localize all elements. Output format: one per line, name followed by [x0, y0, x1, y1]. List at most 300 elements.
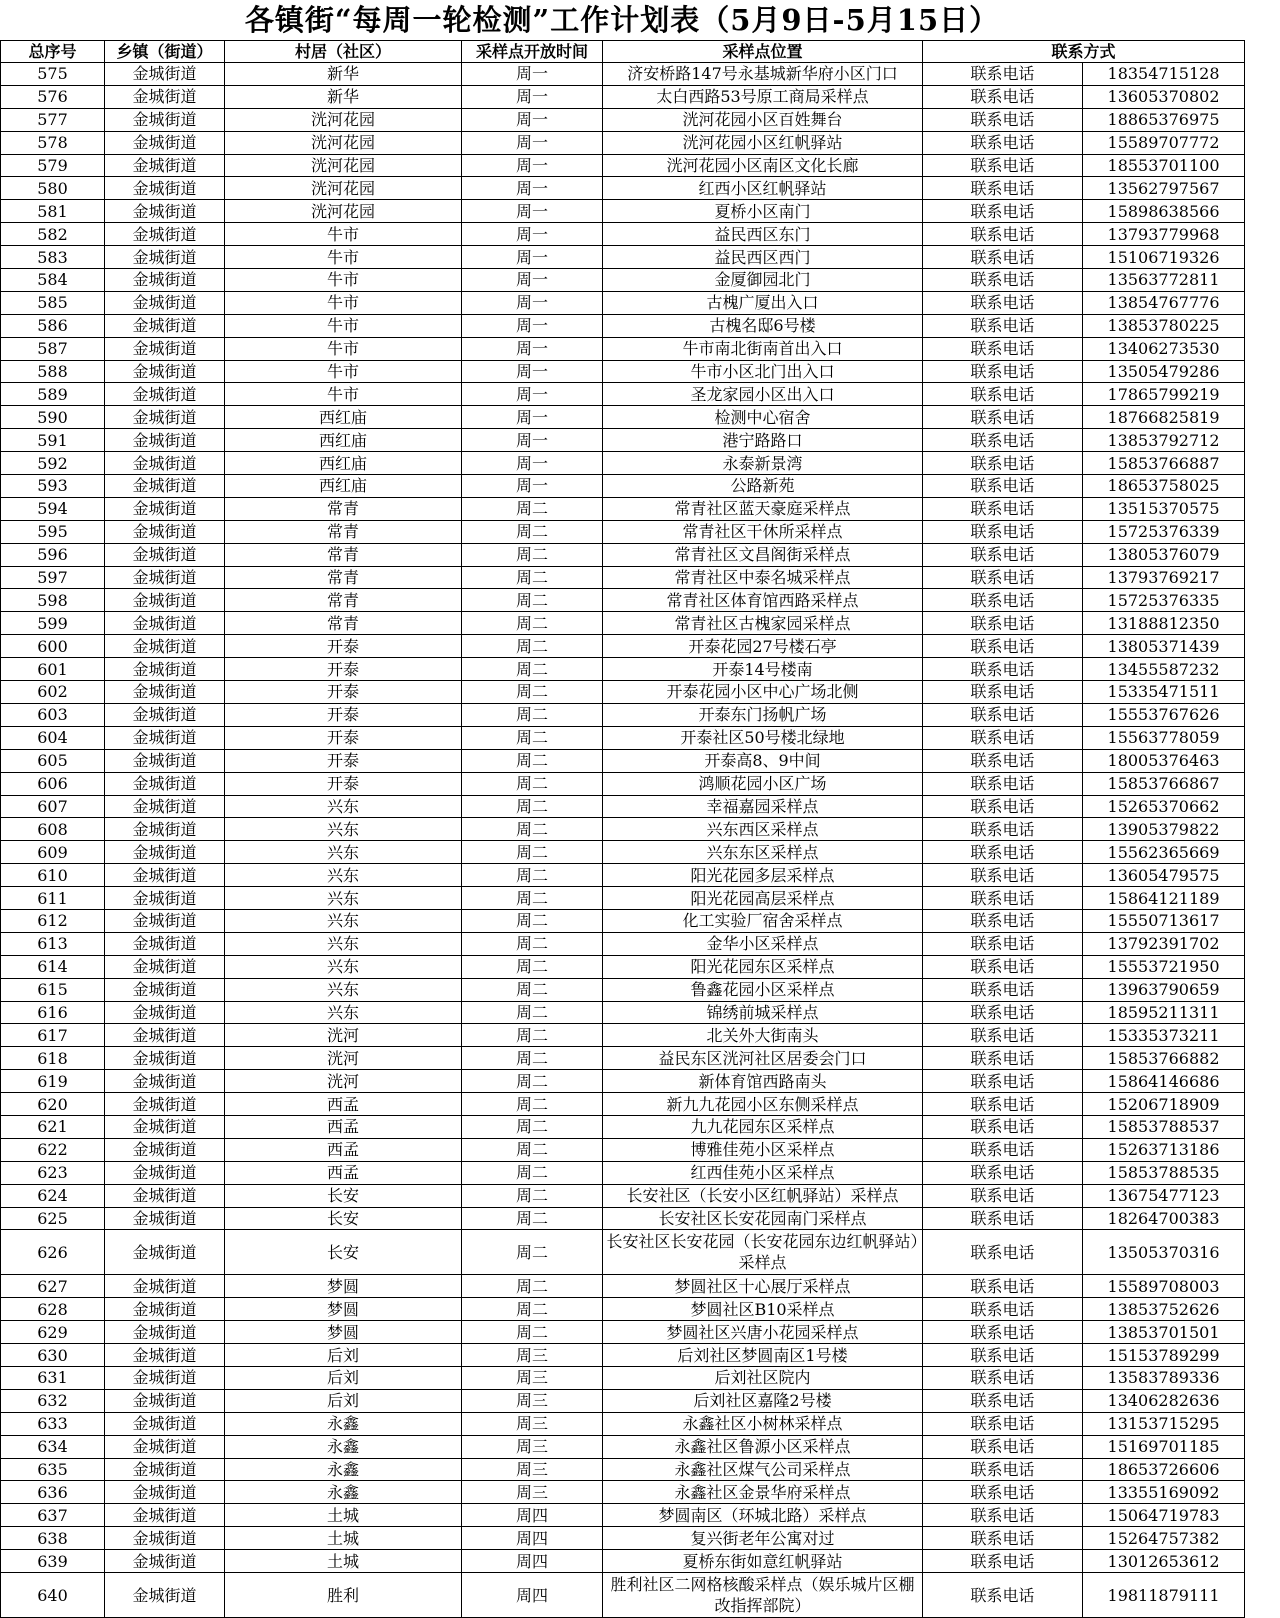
cell-index: 624	[1, 1184, 105, 1207]
cell-contact-label: 联系电话	[923, 726, 1083, 749]
cell-open-day: 周二	[462, 795, 603, 818]
table-row	[1, 1573, 1245, 1618]
cell-town: 金城街道	[105, 131, 225, 154]
cell-location: 洸河花园小区红帆驿站	[603, 131, 923, 154]
cell-phone: 13853792712	[1083, 429, 1245, 452]
cell-index: 595	[1, 520, 105, 543]
cell-open-day: 周三	[462, 1412, 603, 1435]
cell-town: 金城街道	[105, 932, 225, 955]
cell-contact-label: 联系电话	[923, 1573, 1083, 1618]
cell-open-day: 周二	[462, 543, 603, 566]
cell-open-day: 周一	[462, 337, 603, 360]
cell-index: 605	[1, 749, 105, 772]
cell-location: 博雅佳苑小区采样点	[603, 1138, 923, 1161]
cell-location: 阳光花园高层采样点	[603, 887, 923, 910]
cell-phone: 13355169092	[1083, 1481, 1245, 1504]
cell-index: 606	[1, 772, 105, 795]
cell-town: 金城街道	[105, 1412, 225, 1435]
cell-index: 628	[1, 1298, 105, 1321]
cell-contact-label: 联系电话	[923, 887, 1083, 910]
cell-open-day: 周三	[462, 1344, 603, 1367]
cell-community: 土城	[225, 1527, 462, 1550]
cell-open-day: 周一	[462, 154, 603, 177]
cell-town: 金城街道	[105, 566, 225, 589]
cell-open-day: 周二	[462, 1024, 603, 1047]
cell-town: 金城街道	[105, 1161, 225, 1184]
cell-contact-label: 联系电话	[923, 1024, 1083, 1047]
cell-contact-label: 联系电话	[923, 795, 1083, 818]
cell-location: 常青社区古槐家园采样点	[603, 612, 923, 635]
cell-phone: 13605370802	[1083, 85, 1245, 108]
cell-community: 长安	[225, 1207, 462, 1230]
cell-community: 永鑫	[225, 1481, 462, 1504]
cell-phone: 15169701185	[1083, 1435, 1245, 1458]
cell-community: 常青	[225, 520, 462, 543]
cell-town: 金城街道	[105, 909, 225, 932]
cell-open-day: 周二	[462, 978, 603, 1001]
cell-phone: 15853788537	[1083, 1115, 1245, 1138]
cell-community: 兴东	[225, 818, 462, 841]
cell-community: 洸河花园	[225, 200, 462, 223]
cell-contact-label: 联系电话	[923, 1093, 1083, 1116]
cell-town: 金城街道	[105, 1230, 225, 1275]
cell-phone: 15853766882	[1083, 1047, 1245, 1070]
cell-location: 益民西区西门	[603, 246, 923, 269]
cell-contact-label: 联系电话	[923, 246, 1083, 269]
cell-town: 金城街道	[105, 1024, 225, 1047]
cell-town: 金城街道	[105, 955, 225, 978]
table-row	[1, 909, 1245, 932]
cell-town: 金城街道	[105, 589, 225, 612]
cell-index: 576	[1, 85, 105, 108]
cell-contact-label: 联系电话	[923, 1047, 1083, 1070]
cell-town: 金城街道	[105, 1344, 225, 1367]
cell-town: 金城街道	[105, 1573, 225, 1618]
cell-location: 开泰花园小区中心广场北侧	[603, 681, 923, 704]
cell-phone: 18595211311	[1083, 1001, 1245, 1024]
cell-open-day: 周四	[462, 1527, 603, 1550]
cell-contact-label: 联系电话	[923, 703, 1083, 726]
cell-index: 589	[1, 383, 105, 406]
cell-contact-label: 联系电话	[923, 749, 1083, 772]
cell-community: 牛市	[225, 291, 462, 314]
cell-community: 牛市	[225, 314, 462, 337]
cell-index: 592	[1, 452, 105, 475]
schedule-table	[0, 40, 1245, 1618]
table-row	[1, 1389, 1245, 1412]
cell-phone: 15106719326	[1083, 246, 1245, 269]
cell-contact-label: 联系电话	[923, 85, 1083, 108]
cell-open-day: 周一	[462, 246, 603, 269]
cell-open-day: 周二	[462, 841, 603, 864]
cell-location: 永泰新景湾	[603, 452, 923, 475]
cell-index: 633	[1, 1412, 105, 1435]
cell-location: 益民东区洸河社区居委会门口	[603, 1047, 923, 1070]
cell-contact-label: 联系电话	[923, 589, 1083, 612]
cell-open-day: 周二	[462, 932, 603, 955]
cell-town: 金城街道	[105, 635, 225, 658]
cell-location: 红西小区红帆驿站	[603, 177, 923, 200]
cell-open-day: 周二	[462, 955, 603, 978]
cell-index: 603	[1, 703, 105, 726]
cell-open-day: 周二	[462, 909, 603, 932]
cell-town: 金城街道	[105, 1047, 225, 1070]
cell-index: 586	[1, 314, 105, 337]
cell-community: 西孟	[225, 1093, 462, 1116]
table-row	[1, 1070, 1245, 1093]
table-row	[1, 1435, 1245, 1458]
cell-contact-label: 联系电话	[923, 612, 1083, 635]
table-row	[1, 1093, 1245, 1116]
table-row	[1, 658, 1245, 681]
cell-location: 港宁路路口	[603, 429, 923, 452]
cell-community: 洸河花园	[225, 108, 462, 131]
table-row	[1, 1481, 1245, 1504]
cell-open-day: 周一	[462, 200, 603, 223]
cell-open-day: 周二	[462, 681, 603, 704]
cell-location: 常青社区体育馆西路采样点	[603, 589, 923, 612]
cell-town: 金城街道	[105, 223, 225, 246]
table-row	[1, 475, 1245, 498]
cell-phone: 19811879111	[1083, 1573, 1245, 1618]
cell-index: 607	[1, 795, 105, 818]
table-row	[1, 589, 1245, 612]
cell-phone: 15853766867	[1083, 772, 1245, 795]
cell-contact-label: 联系电话	[923, 63, 1083, 86]
cell-community: 兴东	[225, 909, 462, 932]
cell-index: 598	[1, 589, 105, 612]
cell-contact-label: 联系电话	[923, 772, 1083, 795]
cell-contact-label: 联系电话	[923, 475, 1083, 498]
cell-town: 金城街道	[105, 177, 225, 200]
table-row	[1, 1138, 1245, 1161]
cell-town: 金城街道	[105, 726, 225, 749]
cell-community: 土城	[225, 1550, 462, 1573]
table-row	[1, 63, 1245, 86]
cell-town: 金城街道	[105, 887, 225, 910]
cell-location: 鲁鑫花园小区采样点	[603, 978, 923, 1001]
cell-phone: 13675477123	[1083, 1184, 1245, 1207]
cell-contact-label: 联系电话	[923, 200, 1083, 223]
cell-location: 古槐名邸6号楼	[603, 314, 923, 337]
cell-town: 金城街道	[105, 818, 225, 841]
cell-phone: 15898638566	[1083, 200, 1245, 223]
cell-community: 洸河	[225, 1047, 462, 1070]
cell-town: 金城街道	[105, 337, 225, 360]
cell-open-day: 周三	[462, 1435, 603, 1458]
table-body	[1, 63, 1245, 1618]
cell-community: 西红庙	[225, 452, 462, 475]
cell-phone: 15264757382	[1083, 1527, 1245, 1550]
table-row	[1, 452, 1245, 475]
cell-contact-label: 联系电话	[923, 1161, 1083, 1184]
cell-location: 永鑫社区煤气公司采样点	[603, 1458, 923, 1481]
table-row	[1, 314, 1245, 337]
cell-location: 长安社区长安花园南门采样点	[603, 1207, 923, 1230]
cell-contact-label: 联系电话	[923, 314, 1083, 337]
cell-community: 兴东	[225, 1001, 462, 1024]
cell-phone: 13793769217	[1083, 566, 1245, 589]
cell-phone: 15853788535	[1083, 1161, 1245, 1184]
cell-phone: 13562797567	[1083, 177, 1245, 200]
cell-town: 金城街道	[105, 1389, 225, 1412]
cell-location: 新体育馆西路南头	[603, 1070, 923, 1093]
cell-index: 632	[1, 1389, 105, 1412]
cell-contact-label: 联系电话	[923, 1550, 1083, 1573]
cell-phone: 13853780225	[1083, 314, 1245, 337]
cell-community: 长安	[225, 1230, 462, 1275]
cell-phone: 13963790659	[1083, 978, 1245, 1001]
cell-index: 608	[1, 818, 105, 841]
cell-phone: 13805376079	[1083, 543, 1245, 566]
cell-index: 583	[1, 246, 105, 269]
cell-contact-label: 联系电话	[923, 269, 1083, 292]
cell-location: 阳光花园东区采样点	[603, 955, 923, 978]
cell-location: 古槐广厦出入口	[603, 291, 923, 314]
table-row	[1, 566, 1245, 589]
cell-town: 金城街道	[105, 703, 225, 726]
cell-contact-label: 联系电话	[923, 1138, 1083, 1161]
cell-index: 634	[1, 1435, 105, 1458]
cell-open-day: 周三	[462, 1481, 603, 1504]
cell-community: 新华	[225, 85, 462, 108]
cell-phone: 15589708003	[1083, 1275, 1245, 1298]
cell-town: 金城街道	[105, 520, 225, 543]
cell-open-day: 周二	[462, 887, 603, 910]
cell-index: 614	[1, 955, 105, 978]
table-row	[1, 406, 1245, 429]
cell-community: 西红庙	[225, 429, 462, 452]
cell-phone: 13805371439	[1083, 635, 1245, 658]
cell-index: 627	[1, 1275, 105, 1298]
cell-contact-label: 联系电话	[923, 1481, 1083, 1504]
cell-open-day: 周三	[462, 1389, 603, 1412]
table-row	[1, 681, 1245, 704]
cell-index: 621	[1, 1115, 105, 1138]
cell-phone: 13515370575	[1083, 497, 1245, 520]
cell-open-day: 周二	[462, 1115, 603, 1138]
cell-open-day: 周二	[462, 749, 603, 772]
table-row	[1, 200, 1245, 223]
cell-index: 626	[1, 1230, 105, 1275]
cell-location: 兴东西区采样点	[603, 818, 923, 841]
cell-open-day: 周二	[462, 658, 603, 681]
cell-contact-label: 联系电话	[923, 154, 1083, 177]
cell-open-day: 周二	[462, 520, 603, 543]
cell-community: 兴东	[225, 795, 462, 818]
cell-open-day: 周四	[462, 1504, 603, 1527]
table-row	[1, 612, 1245, 635]
cell-contact-label: 联系电话	[923, 1527, 1083, 1550]
cell-index: 615	[1, 978, 105, 1001]
cell-community: 牛市	[225, 246, 462, 269]
cell-index: 636	[1, 1481, 105, 1504]
cell-index: 639	[1, 1550, 105, 1573]
table-row	[1, 1458, 1245, 1481]
table-row	[1, 1047, 1245, 1070]
cell-open-day: 周二	[462, 703, 603, 726]
header-row	[1, 41, 1245, 63]
cell-town: 金城街道	[105, 452, 225, 475]
cell-index: 638	[1, 1527, 105, 1550]
cell-index: 585	[1, 291, 105, 314]
cell-contact-label: 联系电话	[923, 1184, 1083, 1207]
cell-open-day: 周二	[462, 1138, 603, 1161]
cell-location: 复兴街老年公寓对过	[603, 1527, 923, 1550]
header-index: 总序号	[1, 41, 105, 63]
cell-contact-label: 联系电话	[923, 383, 1083, 406]
cell-index: 619	[1, 1070, 105, 1093]
cell-location: 常青社区文昌阁街采样点	[603, 543, 923, 566]
cell-town: 金城街道	[105, 1481, 225, 1504]
cell-phone: 17865799219	[1083, 383, 1245, 406]
cell-phone: 15725376335	[1083, 589, 1245, 612]
cell-open-day: 周二	[462, 864, 603, 887]
cell-contact-label: 联系电话	[923, 177, 1083, 200]
cell-town: 金城街道	[105, 360, 225, 383]
table-row	[1, 1298, 1245, 1321]
cell-town: 金城街道	[105, 1527, 225, 1550]
table-row	[1, 1275, 1245, 1298]
cell-location: 后刘社区嘉隆2号楼	[603, 1389, 923, 1412]
cell-location: 牛市小区北门出入口	[603, 360, 923, 383]
cell-location: 洸河花园小区南区文化长廊	[603, 154, 923, 177]
cell-contact-label: 联系电话	[923, 452, 1083, 475]
cell-community: 永鑫	[225, 1412, 462, 1435]
cell-contact-label: 联系电话	[923, 1435, 1083, 1458]
table-row	[1, 85, 1245, 108]
cell-open-day: 周二	[462, 1070, 603, 1093]
cell-open-day: 周一	[462, 383, 603, 406]
cell-town: 金城街道	[105, 108, 225, 131]
cell-location: 兴东东区采样点	[603, 841, 923, 864]
cell-community: 开泰	[225, 703, 462, 726]
cell-community: 梦圆	[225, 1275, 462, 1298]
table-row	[1, 932, 1245, 955]
cell-town: 金城街道	[105, 1458, 225, 1481]
cell-contact-label: 联系电话	[923, 566, 1083, 589]
cell-open-day: 周一	[462, 177, 603, 200]
cell-phone: 13012653612	[1083, 1550, 1245, 1573]
cell-open-day: 周一	[462, 452, 603, 475]
cell-town: 金城街道	[105, 1550, 225, 1573]
cell-index: 587	[1, 337, 105, 360]
table-row	[1, 360, 1245, 383]
cell-community: 兴东	[225, 887, 462, 910]
cell-town: 金城街道	[105, 749, 225, 772]
cell-open-day: 周二	[462, 497, 603, 520]
cell-open-day: 周二	[462, 1275, 603, 1298]
cell-open-day: 周一	[462, 429, 603, 452]
cell-location: 梦圆社区兴唐小花园采样点	[603, 1321, 923, 1344]
cell-town: 金城街道	[105, 1504, 225, 1527]
cell-community: 开泰	[225, 749, 462, 772]
cell-open-day: 周一	[462, 314, 603, 337]
cell-index: 582	[1, 223, 105, 246]
cell-community: 牛市	[225, 337, 462, 360]
cell-town: 金城街道	[105, 246, 225, 269]
cell-location: 开泰高8、9中间	[603, 749, 923, 772]
cell-town: 金城街道	[105, 154, 225, 177]
table-row	[1, 635, 1245, 658]
table-row	[1, 543, 1245, 566]
cell-phone: 15864146686	[1083, 1070, 1245, 1093]
cell-community: 洸河花园	[225, 154, 462, 177]
cell-phone: 13153715295	[1083, 1412, 1245, 1435]
table-row	[1, 864, 1245, 887]
cell-index: 604	[1, 726, 105, 749]
cell-phone: 18653726606	[1083, 1458, 1245, 1481]
table-row	[1, 246, 1245, 269]
cell-community: 新华	[225, 63, 462, 86]
cell-town: 金城街道	[105, 314, 225, 337]
cell-contact-label: 联系电话	[923, 1207, 1083, 1230]
cell-community: 兴东	[225, 932, 462, 955]
cell-open-day: 周二	[462, 1161, 603, 1184]
cell-location: 济安桥路147号永基城新华府小区门口	[603, 63, 923, 86]
table-row	[1, 841, 1245, 864]
cell-index: 616	[1, 1001, 105, 1024]
cell-community: 西孟	[225, 1115, 462, 1138]
cell-community: 开泰	[225, 681, 462, 704]
cell-phone: 13406273530	[1083, 337, 1245, 360]
cell-index: 577	[1, 108, 105, 131]
cell-index: 591	[1, 429, 105, 452]
cell-location: 益民西区东门	[603, 223, 923, 246]
cell-town: 金城街道	[105, 269, 225, 292]
cell-contact-label: 联系电话	[923, 291, 1083, 314]
cell-town: 金城街道	[105, 200, 225, 223]
cell-contact-label: 联系电话	[923, 1366, 1083, 1389]
cell-community: 永鑫	[225, 1435, 462, 1458]
table-row	[1, 1207, 1245, 1230]
table-row	[1, 154, 1245, 177]
cell-community: 常青	[225, 612, 462, 635]
cell-index: 630	[1, 1344, 105, 1367]
cell-town: 金城街道	[105, 1093, 225, 1116]
cell-index: 588	[1, 360, 105, 383]
cell-contact-label: 联系电话	[923, 841, 1083, 864]
cell-phone: 15553767626	[1083, 703, 1245, 726]
cell-community: 常青	[225, 566, 462, 589]
cell-town: 金城街道	[105, 1435, 225, 1458]
cell-location: 永鑫社区金景华府采样点	[603, 1481, 923, 1504]
cell-phone: 13853752626	[1083, 1298, 1245, 1321]
table-row	[1, 795, 1245, 818]
cell-community: 开泰	[225, 635, 462, 658]
cell-community: 常青	[225, 543, 462, 566]
table-row	[1, 703, 1245, 726]
cell-community: 兴东	[225, 955, 462, 978]
cell-open-day: 周二	[462, 1207, 603, 1230]
cell-phone: 15335373211	[1083, 1024, 1245, 1047]
cell-town: 金城街道	[105, 1001, 225, 1024]
cell-town: 金城街道	[105, 429, 225, 452]
cell-town: 金城街道	[105, 795, 225, 818]
cell-phone: 13793779968	[1083, 223, 1245, 246]
cell-community: 洸河花园	[225, 177, 462, 200]
cell-location: 公路新苑	[603, 475, 923, 498]
cell-open-day: 周二	[462, 726, 603, 749]
cell-open-day: 周二	[462, 1184, 603, 1207]
cell-open-day: 周二	[462, 1047, 603, 1070]
cell-phone: 15153789299	[1083, 1344, 1245, 1367]
cell-phone: 18766825819	[1083, 406, 1245, 429]
table-row	[1, 269, 1245, 292]
cell-contact-label: 联系电话	[923, 497, 1083, 520]
cell-open-day: 周一	[462, 269, 603, 292]
cell-contact-label: 联系电话	[923, 131, 1083, 154]
